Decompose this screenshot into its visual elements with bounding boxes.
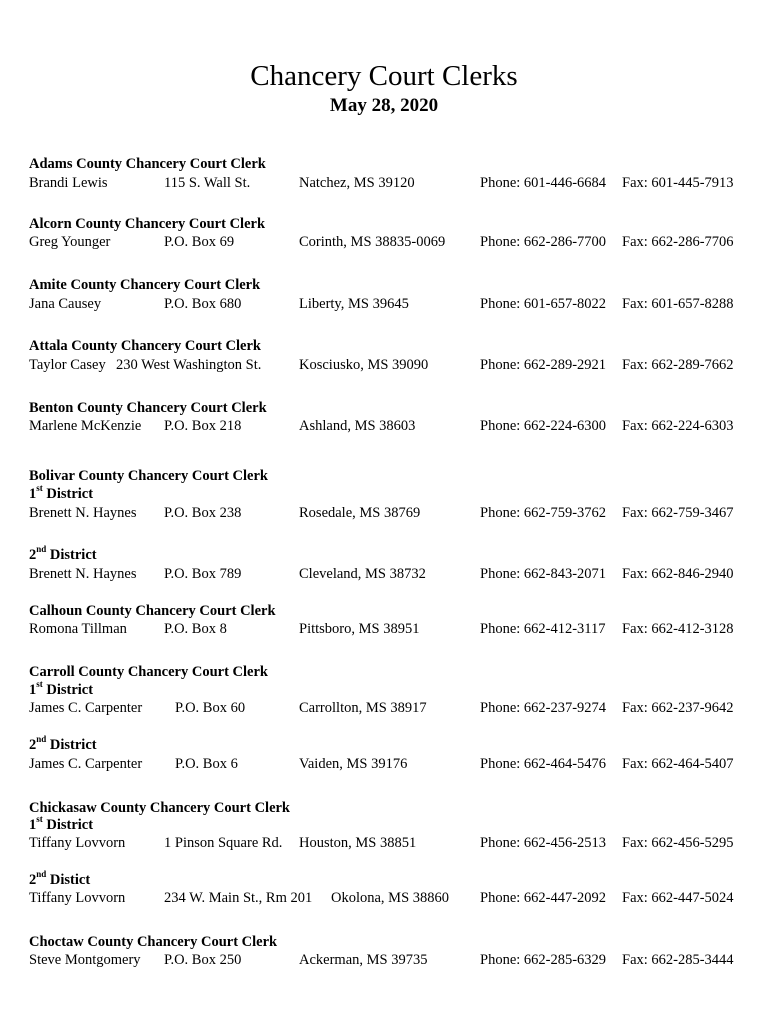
clerk-name: Tiffany Lovvorn bbox=[29, 890, 126, 906]
clerk-phone: Phone: 662-759-3762 bbox=[480, 505, 607, 521]
clerk-city: Natchez, MS 39120 bbox=[299, 175, 415, 191]
district-label bbox=[29, 871, 759, 889]
clerk-name: Brenett N. Haynes bbox=[29, 566, 137, 582]
clerk-phone: Phone: 662-447-2092 bbox=[480, 890, 607, 906]
district-word: Distict bbox=[49, 872, 91, 888]
clerk-city: Kosciusko, MS 39090 bbox=[299, 357, 429, 373]
clerk-fax: Fax: 662-285-3444 bbox=[622, 952, 734, 968]
clerk-row bbox=[29, 174, 759, 192]
clerk-row bbox=[29, 699, 759, 717]
clerk-name: Jana Causey bbox=[29, 296, 102, 312]
clerk-address: P.O. Box 789 bbox=[164, 566, 242, 582]
clerk-city: Pittsboro, MS 38951 bbox=[299, 621, 420, 637]
county-heading: Chickasaw County Chancery Court Clerk bbox=[29, 800, 290, 816]
district-word: District bbox=[46, 682, 94, 698]
clerk-address: 1 Pinson Square Rd. bbox=[164, 835, 283, 851]
clerk-fax: Fax: 662-289-7662 bbox=[622, 357, 734, 373]
clerk-phone: Phone: 662-285-6329 bbox=[480, 952, 607, 968]
clerk-row bbox=[29, 755, 759, 773]
clerk-row bbox=[29, 504, 759, 522]
clerk-city: Houston, MS 38851 bbox=[299, 835, 417, 851]
clerk-fax: Fax: 662-456-5295 bbox=[622, 835, 734, 851]
district-ordinal-suffix: st bbox=[36, 483, 43, 494]
clerk-name: Greg Younger bbox=[29, 234, 111, 250]
clerk-address: P.O. Box 218 bbox=[164, 418, 242, 434]
county-heading: Adams County Chancery Court Clerk bbox=[29, 156, 266, 172]
clerk-name: Steve Montgomery bbox=[29, 952, 141, 968]
clerk-phone: Phone: 662-412-3117 bbox=[480, 621, 606, 637]
district-ordinal-suffix: nd bbox=[36, 869, 47, 880]
district-number: 2 bbox=[29, 547, 37, 563]
clerk-address: 115 S. Wall St. bbox=[164, 175, 251, 191]
clerk-city: Cleveland, MS 38732 bbox=[299, 566, 426, 582]
district-ordinal-suffix: st bbox=[36, 679, 43, 690]
district-number: 1 bbox=[29, 486, 37, 502]
clerk-name: Taylor Casey bbox=[29, 357, 106, 373]
county-heading: Choctaw County Chancery Court Clerk bbox=[29, 934, 278, 950]
county-heading: Alcorn County Chancery Court Clerk bbox=[29, 216, 266, 232]
clerk-city: Ashland, MS 38603 bbox=[299, 418, 416, 434]
clerk-name: Romona Tillman bbox=[29, 621, 127, 637]
district-label bbox=[29, 736, 759, 754]
clerk-city: Okolona, MS 38860 bbox=[331, 890, 450, 906]
county-heading: Benton County Chancery Court Clerk bbox=[29, 400, 267, 416]
clerk-row bbox=[29, 889, 759, 907]
clerk-fax: Fax: 662-464-5407 bbox=[622, 756, 734, 772]
district-ordinal-suffix: nd bbox=[36, 544, 47, 555]
county-heading: Attala County Chancery Court Clerk bbox=[29, 338, 261, 354]
district-number: 1 bbox=[29, 817, 37, 833]
page-title: Chancery Court Clerks bbox=[250, 60, 518, 92]
clerk-row bbox=[29, 834, 759, 852]
district-label bbox=[29, 546, 759, 564]
clerk-fax: Fax: 662-224-6303 bbox=[622, 418, 734, 434]
district-number: 1 bbox=[29, 682, 37, 698]
clerk-phone: Phone: 601-446-6684 bbox=[480, 175, 607, 191]
clerk-phone: Phone: 662-456-2513 bbox=[480, 835, 607, 851]
clerk-row bbox=[29, 417, 759, 435]
clerk-address: P.O. Box 69 bbox=[164, 234, 235, 250]
county-heading: Calhoun County Chancery Court Clerk bbox=[29, 603, 276, 619]
clerk-address: 234 W. Main St., Rm 201 bbox=[164, 890, 313, 906]
clerk-fax: Fax: 662-759-3467 bbox=[622, 505, 734, 521]
clerk-name: Brandi Lewis bbox=[29, 175, 108, 191]
page-date: May 28, 2020 bbox=[329, 95, 439, 116]
clerk-fax: Fax: 662-286-7706 bbox=[622, 234, 734, 250]
clerk-name: James C. Carpenter bbox=[29, 700, 143, 716]
clerk-phone: Phone: 601-657-8022 bbox=[480, 296, 607, 312]
district-label bbox=[29, 816, 759, 834]
clerk-fax: Fax: 601-657-8288 bbox=[622, 296, 734, 312]
clerk-phone: Phone: 662-224-6300 bbox=[480, 418, 607, 434]
district-number: 2 bbox=[29, 737, 37, 753]
clerk-city: Corinth, MS 38835-0069 bbox=[299, 234, 446, 250]
clerk-phone: Phone: 662-237-9274 bbox=[480, 700, 607, 716]
clerk-fax: Fax: 601-445-7913 bbox=[622, 175, 734, 191]
district-word: District bbox=[49, 737, 97, 753]
clerk-fax: Fax: 662-412-3128 bbox=[622, 621, 734, 637]
district-ordinal-suffix: st bbox=[36, 814, 43, 825]
clerk-row bbox=[29, 295, 759, 313]
clerk-name: Brenett N. Haynes bbox=[29, 505, 137, 521]
clerk-address: P.O. Box 250 bbox=[164, 952, 242, 968]
clerk-city: Rosedale, MS 38769 bbox=[299, 505, 421, 521]
clerk-phone: Phone: 662-286-7700 bbox=[480, 234, 607, 250]
clerk-address: P.O. Box 8 bbox=[164, 621, 227, 637]
clerk-row bbox=[29, 233, 759, 251]
clerk-address: 230 West Washington St. bbox=[116, 357, 262, 373]
clerk-name: Marlene McKenzie bbox=[29, 418, 142, 434]
clerk-phone: Phone: 662-289-2921 bbox=[480, 357, 607, 373]
county-heading: Amite County Chancery Court Clerk bbox=[29, 277, 261, 293]
district-word: District bbox=[46, 486, 94, 502]
clerk-address: P.O. Box 6 bbox=[175, 756, 238, 772]
clerk-fax: Fax: 662-846-2940 bbox=[622, 566, 734, 582]
clerk-row bbox=[29, 565, 759, 583]
clerk-row bbox=[29, 620, 759, 638]
district-number: 2 bbox=[29, 872, 37, 888]
clerk-city: Carrollton, MS 38917 bbox=[299, 700, 427, 716]
clerk-name: James C. Carpenter bbox=[29, 756, 143, 772]
clerk-phone: Phone: 662-843-2071 bbox=[480, 566, 607, 582]
district-label bbox=[29, 485, 759, 503]
clerk-city: Liberty, MS 39645 bbox=[299, 296, 409, 312]
clerk-address: P.O. Box 60 bbox=[175, 700, 246, 716]
clerk-city: Vaiden, MS 39176 bbox=[299, 756, 408, 772]
district-label bbox=[29, 681, 759, 699]
district-ordinal-suffix: nd bbox=[36, 734, 47, 745]
clerk-address: P.O. Box 680 bbox=[164, 296, 242, 312]
clerk-phone: Phone: 662-464-5476 bbox=[480, 756, 607, 772]
county-heading: Bolivar County Chancery Court Clerk bbox=[29, 468, 268, 484]
clerk-fax: Fax: 662-447-5024 bbox=[622, 890, 734, 906]
clerk-fax: Fax: 662-237-9642 bbox=[622, 700, 734, 716]
county-heading: Carroll County Chancery Court Clerk bbox=[29, 664, 268, 680]
clerk-name: Tiffany Lovvorn bbox=[29, 835, 126, 851]
clerk-row bbox=[29, 951, 759, 969]
district-word: District bbox=[49, 547, 97, 563]
clerk-address: P.O. Box 238 bbox=[164, 505, 242, 521]
clerk-row bbox=[29, 356, 759, 374]
district-word: District bbox=[46, 817, 94, 833]
clerk-city: Ackerman, MS 39735 bbox=[299, 952, 428, 968]
